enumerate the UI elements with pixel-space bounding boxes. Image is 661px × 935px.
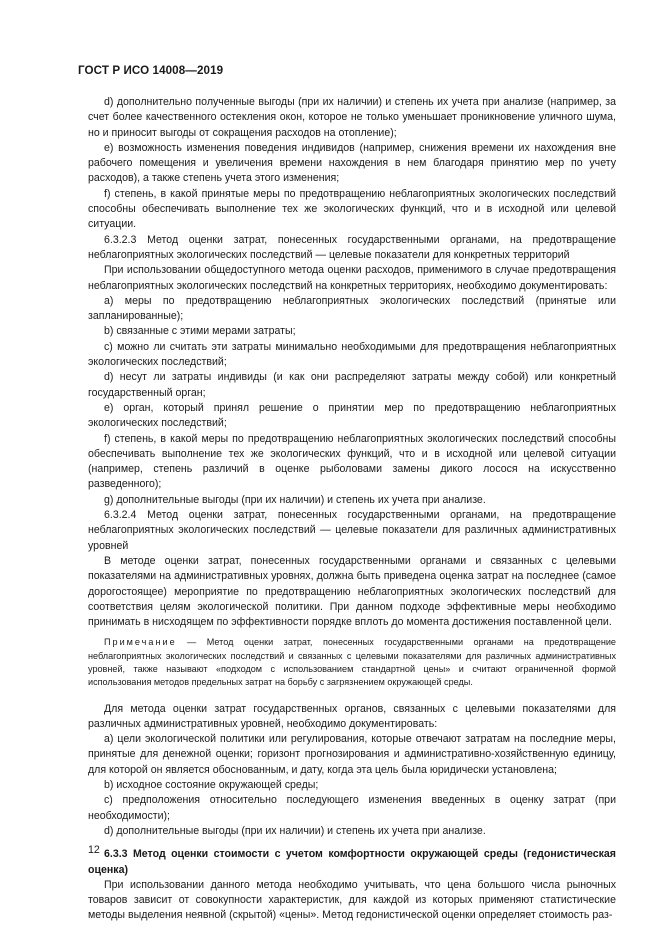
- note-block: [88, 636, 616, 689]
- paragraph-item-f: f) степень, в какой принятые меры по предотвращению неблагоприятных экологических последствий способны обеспечивать выполнение тех же экологических функций, что и в исходной или целевой ситуации.: [88, 187, 616, 231]
- document-header: ГОСТ Р ИСО 14008—2019: [78, 64, 224, 77]
- list2-item-c: c) предположения относительно последующего изменения введенных в оценку затрат (при необходимости);: [88, 794, 616, 822]
- section-6-3-2-4-title: 6.3.2.4 Метод оценки затрат, понесенных государственными органами, на предотвращение неблагоприятных экологических последствий — целевые показатели для различных административных уровней: [88, 509, 616, 552]
- list2-item-a: a) цели экологической политики или регулирования, которые отвечают затратам на последние меры, принятые для денежной оценки; горизонт прогнозирования и административно-хозяйственную единицу, для которой он является обоснованным, и дату, когда эта цель была юридически установлена;: [88, 733, 616, 776]
- list-item-f: f) степень, в какой меры по предотвращению неблагоприятных экологических последствий способны обеспечивать выполнение тех же экологических функций, что и в исходной или целевой ситуации (например, степень различий в оценке рыболовами замены дикого лосося на искусственно разведенного);: [88, 432, 616, 491]
- note-label: Примечание: [104, 637, 177, 648]
- list-item-g: g) дополнительные выгоды (при их наличии) и степень их учета при анализе.: [104, 493, 486, 506]
- list2-item-d: d) дополнительные выгоды (при их наличии) и степень их учета при анализе.: [104, 824, 486, 837]
- section-6-3-3-heading: 6.3.3 Метод оценки стоимости с учетом комфортности окружающей среды (гедонистическая оценка): [88, 848, 616, 876]
- paragraph-item-e: e) возможность изменения поведения индивидов (например, снижения времени их нахождения вне рабочего помещения и увеличения времени нахождения в нем благодаря принятию мер по учету расходов), а также степень учета этого изменения;: [88, 141, 616, 185]
- list-item-e: e) орган, который принял решение о принятии мер по предотвращению неблагоприятных экологических последствий;: [88, 401, 616, 430]
- list-item-a: a) меры по предотвращению неблагоприятных экологических последствий (принятые или запланированные);: [88, 294, 616, 323]
- paragraph-hedonic: При использовании данного метода необходимо учитывать, что цена большого числа рыночных товаров зависит от совокупности характеристик, для каждой из которых применяют статистические методы выделения неявной (скрытой) «цены». Метод гедонистической оценки определяет стоимость раз-: [88, 878, 616, 922]
- list-item-b: b) связанные с этими мерами затраты;: [104, 325, 296, 338]
- paragraph-item-d: d) дополнительно полученные выгоды (при их наличии) и степень их учета при анализе (например, за счет более качественного остекления окон, которое не только уменьшает проникновение уличного шума, но и приносит выгоды от сокращения расходов на отопление);: [88, 96, 616, 139]
- page-number: 12: [88, 844, 100, 856]
- paragraph-intro-2: Для метода оценки затрат государственных органов, связанных с целевыми показателями для различных административных уровней, необходимо документировать:: [88, 702, 616, 730]
- document-body: [88, 95, 616, 924]
- paragraph-method: В методе оценки затрат, понесенных государственными органами и связанных с целевыми показателями на административных уровнях, должна быть приведена оценка затрат на последнее (самое дорогостоящее) мероприятие по предотвращению неблагоприятных экологических последствий для соответствия целям экологической политики. При данном подходе эффективные меры необходимо принимать в нисходящем по эффективности порядке вплоть до момента достижения поставленной цели.: [88, 554, 616, 629]
- paragraph-intro: При использовании общедоступного метода оценки расходов, применимого в случае предотвращения неблагоприятных экологических последствий на конкретных территориях, необходимо документировать:: [88, 264, 616, 292]
- note-text: — Метод оценки затрат, понесенных государственными органами на предотвращение неблагоприятных экологических последствий и связанных с целевыми показателями для различных административных уровней, также называют «подходом с использованием стандартной цены» и считают ограниченной формой использования методов предельных затрат на борьбу с загрязнением окружающей среды.: [88, 637, 616, 688]
- list-item-c: c) можно ли считать эти затраты минимально необходимыми для предотвращения неблагоприятных экологических последствий;: [88, 340, 616, 369]
- list2-item-b: b) исходное состояние окружающей среды;: [104, 779, 319, 792]
- list-item-d: d) несут ли затраты индивиды (и как они распределяют затраты между собой) или конкретный государственный орган;: [88, 371, 616, 399]
- section-6-3-2-3-title: 6.3.2.3 Метод оценки затрат, понесенных государственными органами, на предотвращение неблагоприятных экологических последствий — целевые показатели для конкретных территорий: [88, 233, 616, 261]
